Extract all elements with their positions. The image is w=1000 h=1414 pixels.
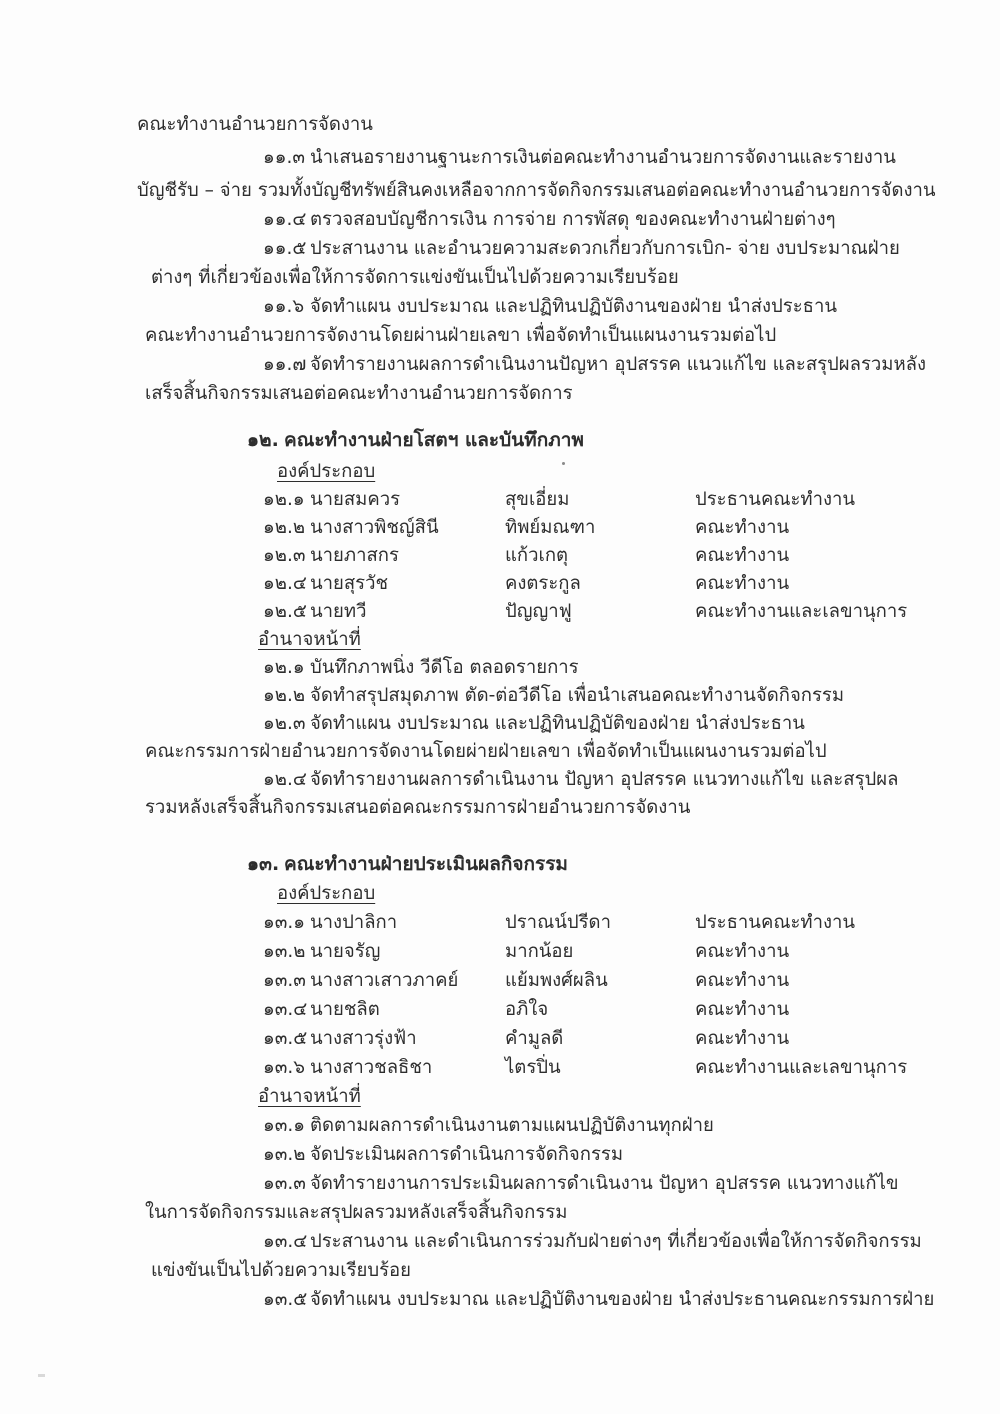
item-number: ๑๓.๒	[263, 1144, 306, 1165]
member-name: นางสาวรุ่งฟ้า	[310, 1028, 417, 1049]
duties-label: อำนาจหน้าที่	[258, 629, 361, 650]
duty-item-continuation	[151, 1256, 967, 1285]
item-number: ๑๑.๗	[263, 354, 307, 375]
member-number: ๑๓.๒	[263, 941, 306, 962]
member-name: นางสาวเสาวภาคย์	[310, 970, 459, 991]
member-role: คณะทำงาน	[695, 999, 790, 1020]
duty-item	[263, 1169, 967, 1198]
member-row	[137, 937, 967, 966]
duty-item	[263, 1285, 967, 1314]
item-text: รวมหลังเสร็จสิ้นกิจกรรมเสนอต่อคณะกรรมการฝ่ายอำนวยการจัดงาน	[145, 797, 691, 818]
list-item	[263, 234, 967, 263]
member-name: นายจรัญ	[310, 941, 381, 962]
member-surname: คงตระกูล	[505, 573, 581, 594]
duty-item	[263, 766, 967, 794]
member-row	[137, 1053, 967, 1082]
member-surname: คำมูลดี	[505, 1028, 564, 1049]
item-text: ประสานงาน และดำเนินการร่วมกับฝ่ายต่างๆ ที่เกี่ยวข้องเพื่อให้การจัดกิจกรรม	[310, 1231, 922, 1252]
member-role: คณะทำงาน	[695, 941, 790, 962]
list-item-continuation	[137, 176, 967, 205]
member-surname: แย้มพงศ์ผลิน	[505, 970, 608, 991]
item-text: จัดทำแผน งบประมาณ และปฏิทินปฏิบัติงานของฝ่าย นำส่งประธาน	[310, 296, 837, 317]
list-item-continuation	[145, 379, 967, 408]
member-number: ๑๓.๖	[263, 1057, 306, 1078]
member-row	[137, 542, 967, 570]
duty-item-continuation	[145, 1198, 967, 1227]
item-text: นำเสนอรายงานฐานะการเงินต่อคณะทำงานอำนวยการจัดงานและรายงาน	[310, 147, 896, 168]
member-number: ๑๓.๓	[263, 970, 306, 991]
duty-item	[263, 682, 967, 710]
item-number: ๑๓.๓	[263, 1173, 306, 1194]
member-role: ประธานคณะทำงาน	[695, 489, 856, 510]
composition-label: องค์ประกอบ	[277, 883, 376, 904]
duty-item	[263, 1111, 967, 1140]
item-text: ติดตามผลการดำเนินงานตามแผนปฏิบัติงานทุกฝ่าย	[310, 1115, 714, 1136]
member-role: คณะทำงาน	[695, 1028, 790, 1049]
member-surname: ทิพย์มณฑา	[505, 517, 596, 538]
member-row	[137, 486, 967, 514]
duty-item-continuation	[145, 794, 967, 822]
item-number: ๑๑.๔	[263, 209, 307, 230]
item-number: ๑๓.๑	[263, 1115, 306, 1136]
member-role: คณะทำงาน	[695, 517, 790, 538]
member-name: นางปาลิกา	[310, 912, 398, 933]
scan-speck	[562, 462, 565, 465]
member-number: ๑๒.๑	[263, 489, 305, 510]
member-row	[137, 598, 967, 626]
section-number: ๑๒.	[247, 429, 279, 451]
item-text: บันทึกภาพนิ่ง วีดีโอ ตลอดรายการ	[310, 657, 579, 678]
item-number: ๑๑.๕	[263, 238, 307, 259]
member-row	[137, 1024, 967, 1053]
member-number: ๑๓.๔	[263, 999, 308, 1020]
duties-label: อำนาจหน้าที่	[258, 1086, 361, 1107]
member-name: นายสุรวัช	[310, 573, 389, 594]
duty-item	[263, 654, 967, 682]
section-13-evaluation-committee	[137, 850, 967, 1314]
list-item	[263, 350, 967, 379]
item-text: ตรวจสอบบัญชีการเงิน การจ่าย การพัสดุ ของคณะทำงานฝ่ายต่างๆ	[310, 209, 836, 230]
section-12-heading	[247, 426, 967, 454]
member-role: คณะทำงาน	[695, 573, 790, 594]
member-surname: ปราณน์ปรีดา	[505, 912, 611, 933]
member-surname: แก้วเกตุ	[505, 545, 569, 566]
member-name: นายภาสกร	[310, 545, 399, 566]
item-number: ๑๒.๔	[263, 769, 307, 790]
member-surname: อภิใจ	[505, 999, 549, 1020]
composition-label: องค์ประกอบ	[277, 461, 376, 482]
item-number: ๑๑.๖	[263, 296, 305, 317]
member-number: ๑๓.๑	[263, 912, 306, 933]
item-number: ๑๑.๓	[263, 147, 306, 168]
member-role: คณะทำงานและเลขานุการ	[695, 601, 908, 622]
section-title: คณะทำงานฝ่ายประเมินผลกิจกรรม	[284, 853, 568, 875]
item-text: จัดทำรายงานการประเมินผลการดำเนินงาน ปัญหา อุปสรรค แนวทางแก้ไข	[310, 1173, 899, 1194]
section-13-heading	[247, 850, 967, 879]
section-11-title-text: คณะทำงานอำนวยการจัดงาน	[137, 114, 373, 135]
duty-item-continuation	[145, 738, 967, 766]
duty-item	[263, 1140, 967, 1169]
item-text: ประสานงาน และอำนวยความสะดวกเกี่ยวกับการเบิก- จ่าย งบประมาณฝ่าย	[310, 238, 900, 259]
member-number: ๑๓.๕	[263, 1028, 308, 1049]
member-surname: ปัญญาฟู	[505, 601, 572, 622]
member-number: ๑๒.๕	[263, 601, 307, 622]
section-title: คณะทำงานฝ่ายโสตฯ และบันทึกภาพ	[284, 429, 584, 451]
member-surname: ไตรปิ่น	[505, 1057, 561, 1078]
item-number: ๑๒.๒	[263, 685, 306, 706]
member-row	[137, 570, 967, 598]
item-text: บัญชีรับ – จ่าย รวมทั้งบัญชีทรัพย์สินคงเหลือจากการจัดกิจกรรมเสนอต่อคณะทำงานอำนวยการจัดงาน	[137, 180, 936, 201]
item-number: ๑๓.๕	[263, 1289, 308, 1310]
member-role: ประธานคณะทำงาน	[695, 912, 856, 933]
member-number: ๑๒.๓	[263, 545, 306, 566]
item-text: จัดทำรายงานผลการดำเนินงาน ปัญหา อุปสรรค แนวทางแก้ไข และสรุปผล	[310, 769, 899, 790]
item-text: จัดทำแผน งบประมาณ และปฏิทินปฏิบัติของฝ่าย นำส่งประธาน	[310, 713, 805, 734]
item-text: ต่างๆ ที่เกี่ยวข้องเพื่อให้การจัดการแข่งขันเป็นไปด้วยความเรียบร้อย	[151, 267, 679, 288]
item-text: เสร็จสิ้นกิจกรรมเสนอต่อคณะทำงานอำนวยการจัดการ	[145, 383, 573, 404]
scan-smudge	[38, 1374, 45, 1377]
member-surname: มากน้อย	[505, 941, 574, 962]
item-number: ๑๓.๔	[263, 1231, 308, 1252]
list-item	[263, 143, 967, 172]
duty-item	[263, 710, 967, 738]
member-role: คณะทำงาน	[695, 545, 790, 566]
item-text: จัดทำสรุปสมุดภาพ ตัด-ต่อวีดีโอ เพื่อนำเสนอคณะทำงานจัดกิจกรรม	[310, 685, 845, 706]
member-name: นายสมควร	[310, 489, 401, 510]
member-surname: สุขเอี่ยม	[505, 489, 570, 510]
item-text: คณะทำงานอำนวยการจัดงานโดยผ่านฝ่ายเลขา เพื่อจัดทำเป็นแผนงานรวมต่อไป	[145, 325, 777, 346]
item-text: จัดทำแผน งบประมาณ และปฏิบัติงานของฝ่าย นำส่งประธานคณะกรรมการฝ่าย	[310, 1289, 935, 1310]
section-number: ๑๓.	[247, 853, 280, 875]
member-number: ๑๒.๒	[263, 517, 306, 538]
item-text: จัดทำรายงานผลการดำเนินงานปัญหา อุปสรรค แนวแก้ไข และสรุปผลรวมหลัง	[310, 354, 927, 375]
duty-item	[263, 1227, 967, 1256]
member-name: นางสาวพิชญ์สินี	[310, 517, 439, 538]
member-role: คณะทำงานและเลขานุการ	[695, 1057, 908, 1078]
member-row	[137, 995, 967, 1024]
list-item	[263, 205, 967, 234]
item-number: ๑๒.๑	[263, 657, 305, 678]
list-item-continuation	[151, 263, 967, 292]
list-item	[263, 292, 967, 321]
section-11-title	[137, 110, 967, 139]
member-row	[137, 966, 967, 995]
list-item-continuation	[145, 321, 967, 350]
item-text: ในการจัดกิจกรรมและสรุปผลรวมหลังเสร็จสิ้นกิจกรรม	[145, 1202, 568, 1223]
item-number: ๑๒.๓	[263, 713, 306, 734]
member-number: ๑๒.๔	[263, 573, 307, 594]
item-text: จัดประเมินผลการดำเนินการจัดกิจกรรม	[310, 1144, 624, 1165]
member-name: นายทวี	[310, 601, 367, 622]
member-name: นายชลิต	[310, 999, 380, 1020]
item-text: แข่งขันเป็นไปด้วยความเรียบร้อย	[151, 1260, 411, 1281]
member-row	[137, 514, 967, 542]
section-11-directing-committee	[137, 110, 967, 408]
item-text: คณะกรรมการฝ่ายอำนวยการจัดงานโดยผ่ายฝ่ายเลขา เพื่อจัดทำเป็นแผนงานรวมต่อไป	[145, 741, 827, 762]
section-12-av-committee	[137, 426, 967, 822]
member-name: นางสาวชลธิชา	[310, 1057, 433, 1078]
member-row	[137, 908, 967, 937]
member-role: คณะทำงาน	[695, 970, 790, 991]
